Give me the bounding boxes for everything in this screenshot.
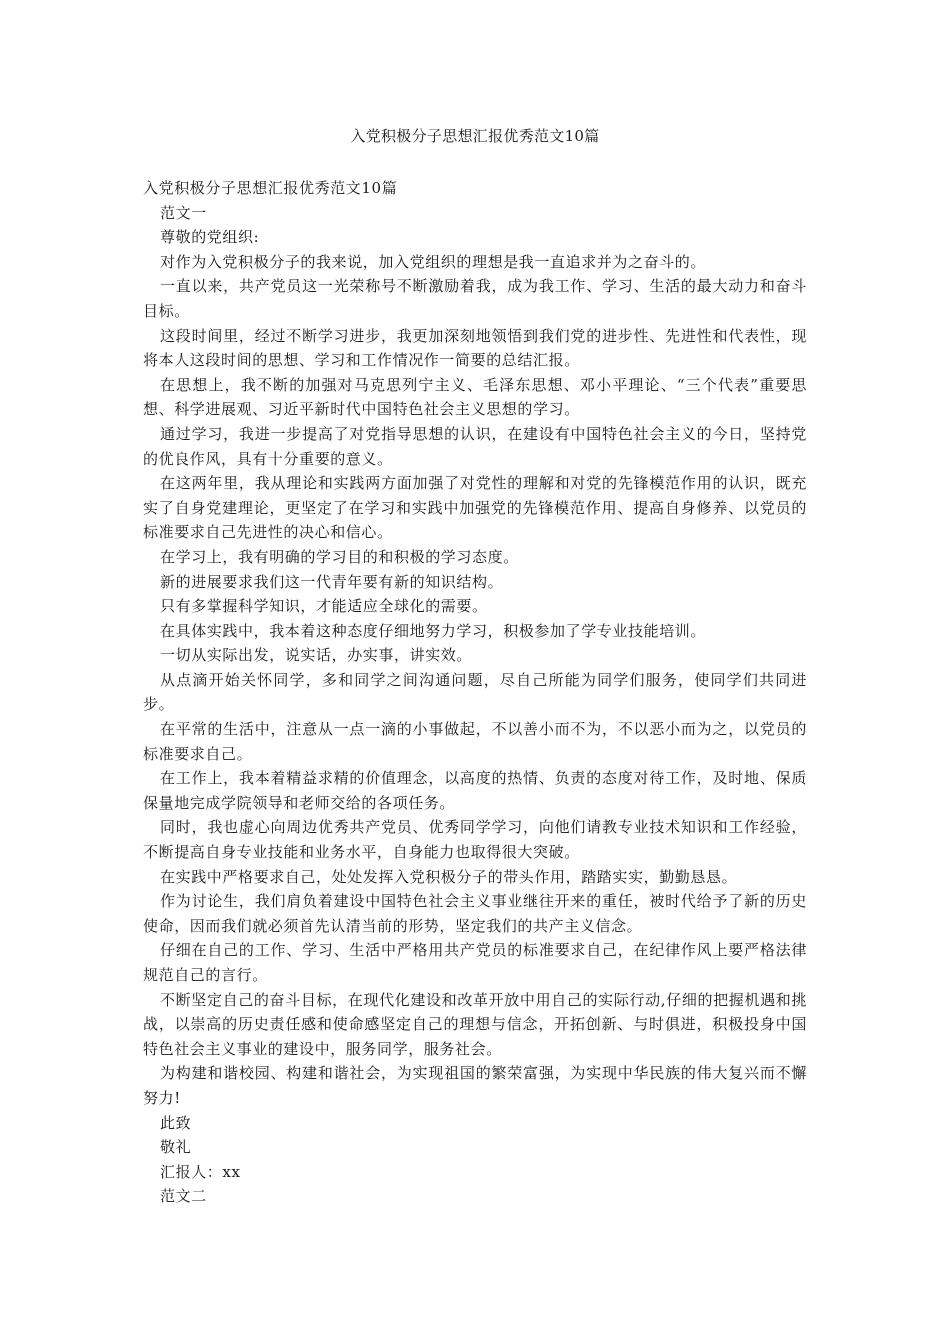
paragraph: 在具体实践中，我本着这种态度仔细地努力学习，积极参加了学专业技能培训。	[160, 621, 707, 640]
document-body	[143, 176, 807, 1209]
paragraph: 通过学习，我进一步提高了对党指导思想的认识，在建设有中国特色社会主义的今日，坚持党的优良作风，具有十分重要的意义。	[143, 424, 807, 468]
paragraph: 一直以来，共产党员这一光荣称号不断激励着我，成为我工作、学习、生活的最大动力和奋斗目标。	[143, 277, 807, 320]
paragraph: 作为讨论生，我们肩负着建设中国特色社会主义事业继往开来的重任，被时代给予了新的历史使命，因而我们就必须首先认清当前的形势，坚定我们的共产主义信念。	[143, 892, 807, 935]
paragraph: 同时，我也虚心向周边优秀共产党员、优秀同学学习，向他们请教专业技术知识和工作经验，不断提高自身专业技能和业务水平，自身能力也取得很大突破。	[143, 818, 807, 862]
paragraph: 新的进展要求我们这一代青年要有新的知识结构。	[160, 572, 504, 591]
document-subtitle: 入党积极分子思想汇报优秀范文10篇	[143, 179, 398, 197]
paragraph: 一切从实际出发，说实话，办实事，讲实效。	[160, 646, 473, 665]
paragraph: 从点滴开始关怀同学，多和同学之间沟通问题，尽自己所能为同学们服务，使同学们共同进步。	[143, 670, 807, 714]
paragraph: 这段时间里，经过不断学习进步，我更加深刻地领悟到我们党的进步性、先进性和代表性，现将本人这段时间的思想、学习和工作情况作一简要的总结汇报。	[143, 326, 807, 370]
paragraph: 为构建和谐校园、构建和谐社会，为实现祖国的繁荣富强，为实现中华民族的伟大复兴而不懈努力!	[143, 1064, 807, 1107]
section-heading: 范文一	[160, 203, 207, 222]
paragraph: 在思想上，我不断的加强对马克思列宁主义、毛泽东思想、邓小平理论、“三个代表”重要思想、科学进展观、习近平新时代中国特色社会主义思想的学习。	[143, 375, 807, 419]
paragraph: 在工作上，我本着精益求精的价值理念，以高度的热情、负责的态度对待工作，及时地、保质保量地完成学院领导和老师交给的各项任务。	[143, 769, 807, 812]
paragraph: 在学习上，我有明确的学习目的和积极的学习态度。	[160, 547, 519, 566]
paragraph: 在实践中严格要求自己，处处发挥入党积极分子的带头作用，踏踏实实，勤勤恳恳。	[160, 867, 738, 886]
salutation: 尊敬的党组织:	[160, 228, 260, 247]
reporter-signature: 汇报人：xx	[160, 1162, 241, 1181]
document-title: 入党积极分子思想汇报优秀范文10篇	[350, 127, 600, 145]
paragraph: 对作为入党积极分子的我来说，加入党组织的理想是我一直追求并为之奋斗的。	[160, 252, 707, 271]
paragraph: 只有多掌握科学知识，才能适应全球化的需要。	[160, 597, 488, 616]
paragraph: 不断坚定自己的奋斗目标，在现代化建设和改革开放中用自己的实际行动,仔细的把握机遇和挑战，以崇高的历史责任感和使命感坚定自己的理想与信念，开拓创新、与时俱进，积极投身中国特色社会主义事业的建设中，服务同学，服务社会。	[143, 990, 807, 1058]
section-heading: 范文二	[160, 1187, 207, 1206]
paragraph: 在平常的生活中，注意从一点一滴的小事做起，不以善小而不为，不以恶小而为之，以党员的标准要求自己。	[143, 720, 807, 763]
paragraph: 仔细在自己的工作、学习、生活中严格用共产党员的标准要求自己，在纪律作风上要严格法律规范自己的言行。	[143, 941, 807, 984]
closing-line: 此致	[160, 1113, 192, 1132]
paragraph: 在这两年里，我从理论和实践两方面加强了对党性的理解和对党的先锋模范作用的认识，既充实了自身党建理论，更坚定了在学习和实践中加强党的先锋模范作用、提高自身修养、以党员的标准要求自己先进性的决心和信心。	[143, 474, 807, 542]
closing-salute: 敬礼	[160, 1138, 192, 1157]
